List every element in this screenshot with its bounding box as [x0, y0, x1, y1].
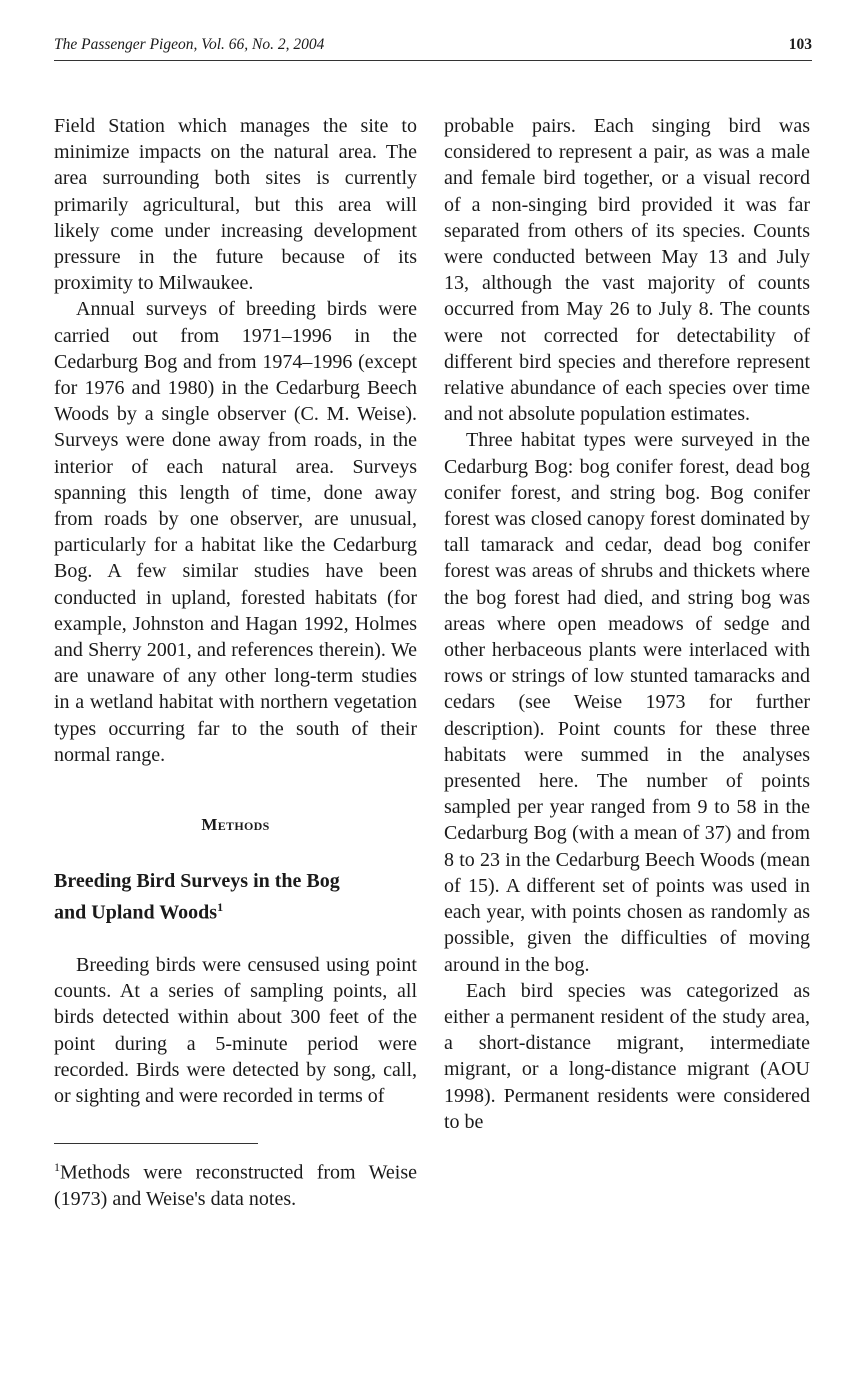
footnote-marker: 1 [217, 900, 224, 915]
paragraph: Each bird species was categorized as either a permanent resident of the study area, a short-distance migrant, intermediate migrant, or a long-distance migrant (AOU 1998). Permanent residents were considered to be [444, 979, 810, 1133]
running-header [54, 36, 812, 61]
paragraph: Three habitat types were surveyed in the Cedarburg Bog: bog conifer forest, dead bog conifer forest, and string bog. Bog conifer forest was closed canopy forest dominated by tall tamarack and cedar, dead bog conifer forest was areas of shrubs and thickets where the bog forest had died, and string bog was areas where open meadows of sedge and other herbaceous plants were interlaced with rows or strings of low stunted tamaracks and cedars (see Weise 1973 for further description). Point counts for these three habitats were summed in the analyses presented here. The number of points sampled per year ranged from 9 to 58 in the Cedarburg Bog (with a mean of 37) and from 8 to 23 in the Cedarburg Beech Woods (mean of 15). A different set of points was used in each year, with points chosen as randomly as possible, given the difficulties of moving around in the bog. [444, 429, 810, 976]
subsection-heading [54, 868, 354, 926]
paragraph: probable pairs. Each singing bird was considered to represent a pair, as was a male and female bird together, or a visual record of a non-singing bird provided it was far separated from others of its species. Counts were conducted between May 13 and July 13, although the vast majority of counts occurred from May 26 to July 8. The counts were not corrected for detectability of different bird species and therefore represent relative abundance of each species over time and not absolute population estimates. [444, 115, 810, 426]
subsection-heading-text: Breeding Bird Surveys in the Bog and Upland Woods [54, 870, 340, 924]
paragraph: Field Station which manages the site to minimize impacts on the natural area. The area surrounding both sites is currently primarily agricultural, but this area will likely come under increasing development pressure in the future because of its proximity to Milwaukee. [54, 115, 417, 295]
paragraph: Annual surveys of breeding birds were carried out from 1971–1996 in the Cedarburg Bog and from 1974–1996 (except for 1976 and 1980) in the Cedarburg Beech Woods by a single observer (C. M. Weise). Surveys were done away from roads, in the interior of each natural area. Surveys spanning this length of time, done away from roads by one observer, are unusual, particularly for a habitat like the Cedarburg Bog. A few similar studies have been conducted in upland, forested habitats (for example, Johnston and Hagan 1992, Holmes and Sherry 2001, and references therein). We are unaware of any other long-term studies in a wetland habitat with northern vegetation types occurring far to the south of their normal range. [54, 298, 417, 766]
right-column [444, 113, 810, 1135]
footnote-text: Methods were reconstructed from Weise (1973) and Weise's data notes. [54, 1161, 417, 1210]
footnote [54, 1154, 417, 1212]
paragraph: Breeding birds were censused using point counts. At a series of sampling points, all birds detected within about 300 feet of the point during a 5-minute period were recorded. Birds were detected by song, call, or sighting and were recorded in terms of [54, 953, 417, 1107]
journal-citation: The Passenger Pigeon, Vol. 66, No. 2, 2004 [54, 36, 325, 53]
footnote-rule [54, 1143, 258, 1144]
page-number: 103 [788, 36, 812, 53]
section-heading: Methods [201, 815, 270, 835]
footnote-number: 1 [54, 1160, 60, 1175]
left-column [54, 113, 417, 1212]
